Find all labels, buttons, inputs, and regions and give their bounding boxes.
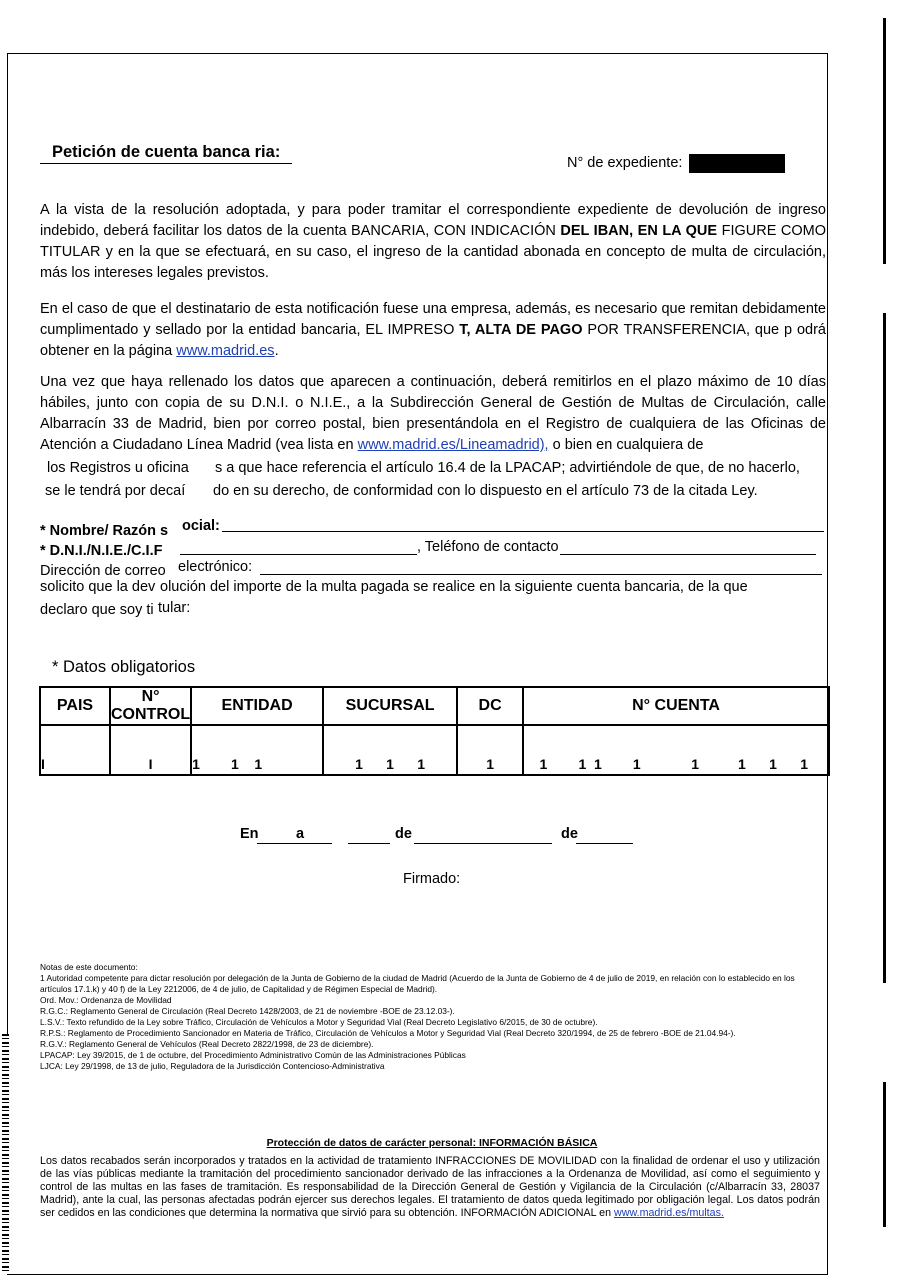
sign-de1: de bbox=[395, 826, 412, 842]
table-header-row bbox=[40, 687, 829, 725]
note-line: LPACAP: Ley 39/2015, de 1 de octubre, del Procedimiento Administrativo Común de las Administraciones Públicas bbox=[40, 1050, 466, 1060]
paragraph-1 bbox=[40, 200, 826, 284]
paragraph-2 bbox=[40, 299, 826, 362]
dni-label: * D.N.I./N.I.E./C.I.F bbox=[40, 543, 163, 559]
data-protection-body: Los datos recabados serán incorporados y tratados en la actividad de tratamiento INFRACCIONES DE MOVILIDAD con la finalidad de ordenar el uso y utilización de las vías públicas mediante la tramitación del procedimiento sancionador derivado de las infracciones a la Ordenanza de Movilidad, así como el seguimiento y control de las multas en las fases de tramitación. Es responsabilidad de la Dirección General de Gestión y Vigilancia de la Circulación (c/Albarracín 33, 28037 Madrid), ante la cual, las personas afectadas podrán ejercer sus derechos legales. El tratamiento de datos queda legitimado por obligación legal. Los datos podrán ser cedidos en las condiciones que determina la normativa que sirvió para su obtención. INFORMACIÓN ADICIONAL en bbox=[40, 1155, 820, 1219]
header-entidad: ENTIDAD bbox=[191, 687, 323, 725]
note-line: R.G.C.: Reglamento General de Circulación (Real Decreto 1428/2003, de 21 de noviembre -BOE de 23.12.03-). bbox=[40, 1006, 455, 1016]
p1-text: A la vista de la resolución adoptada, y para poder tramitar el correspondiente expediente de devolución de ingreso indebido, deberá facilitar los datos de la cuenta BANCARIA, CON INDICACIÓN bbox=[40, 202, 826, 239]
page-title: Petición de cuenta banca ria: bbox=[52, 143, 281, 161]
cell-sucursal[interactable]: 1 1 1 bbox=[323, 725, 457, 775]
note-line: Ord. Mov.: Ordenanza de Movilidad bbox=[40, 995, 172, 1005]
bank-account-table bbox=[39, 686, 830, 776]
note-line: 1 Autoridad competente para dictar resolución por delegación de la Junta de Gobierno de la ciudad de Madrid (Acuerdo de la Junta de Gobierno de 4 de julio de 2019, en relación con lo establecido en los artículos 17.1.k) y 40 f) de la Ley 2212006, de 4 de julio, de Capitalidad y de Régimen Especial de Madrid). bbox=[40, 973, 795, 994]
p1-bold: DEL IBAN, EN LA QUE bbox=[560, 223, 718, 239]
p3-text: Una vez que haya rellenado los datos que aparecen a continuación, deberá remitirlos en el plazo máximo de 10 días hábiles, junto con copia de su D.N.I. o N.I.E., a la Subdirección General de Gestión de Multas de Circulación, calle Albarracín 33 de Madrid, bien por correo postal, bien presentándola en el Registro de cualquiera de las Oficinas de Atención a Ciudadano Línea Madrid (vea lista en bbox=[40, 374, 826, 453]
dni-field[interactable] bbox=[180, 554, 417, 555]
p2-text-end: . bbox=[274, 343, 279, 359]
solicito-text-a: solicito que la dev bbox=[40, 579, 156, 595]
sign-en: En bbox=[240, 826, 259, 842]
sign-a: a bbox=[296, 826, 305, 842]
note-line: L.S.V.: Texto refundido de la Ley sobre Tráfico, Circulación de Vehículos a Motor y Seguridad Vial (Real Decreto Legislativo 6/2015, de 30 de octubre). bbox=[40, 1017, 598, 1027]
nombre-label: * Nombre/ Razón s bbox=[40, 523, 169, 539]
data-protection-title: Protección de datos de carácter personal: INFORMACIÓN BÁSICA bbox=[266, 1137, 598, 1149]
p3-line4a: los Registros u oficina bbox=[47, 460, 189, 476]
p2-text: En el caso de que el destinatario de esta notificación fuese una empresa, además, es necesario que remitan debidamente cumplimentado y sellado por la entidad bancaria, EL IMPRESO bbox=[40, 301, 826, 338]
table-value-row bbox=[40, 725, 829, 775]
header-dc: DC bbox=[457, 687, 523, 725]
note-line: LJCA: Ley 29/1998, de 13 de julio, Reguladora de la Jurisdicción Contencioso-Administrativa bbox=[40, 1061, 385, 1071]
declaro-text-a: declaro que soy ti bbox=[40, 602, 154, 618]
cell-cuenta[interactable]: 1 1 1 1 1 1 1 1 bbox=[523, 725, 829, 775]
note-line: R.P.S.: Reglamento de Procedimiento Sancionador en Materia de Tráfico, Circulación de Vehículos a Motor y Seguridad Vial (Real Decreto 320/1994, de 25 de febrero -BOE de 21.04.94-). bbox=[40, 1028, 736, 1038]
firmado-label: Firmado: bbox=[403, 871, 461, 887]
header-control: N° CONTROL bbox=[111, 688, 191, 723]
header-pais: PAIS bbox=[40, 687, 110, 725]
sign-day-field[interactable] bbox=[348, 843, 390, 844]
cell-dc[interactable]: 1 bbox=[457, 725, 523, 775]
paragraph-3 bbox=[40, 372, 826, 456]
header-cuenta: N° CUENTA bbox=[523, 687, 829, 725]
email-label: Dirección de correo bbox=[40, 563, 166, 579]
sign-place-field[interactable] bbox=[257, 843, 332, 844]
nombre-field[interactable] bbox=[222, 531, 824, 532]
p3-text-end: o bien en cualquiera de bbox=[548, 437, 704, 453]
cell-pais[interactable]: I bbox=[40, 725, 110, 775]
note-line: Notas de este documento: bbox=[40, 962, 138, 972]
note-line: R.G.V.: Reglamento General de Vehículos (Real Decreto 2822/1998, de 23 de diciembre). bbox=[40, 1039, 374, 1049]
telefono-label: , Teléfono de contacto bbox=[417, 539, 559, 555]
sign-month-field[interactable] bbox=[414, 843, 552, 844]
document-notes bbox=[40, 962, 820, 1072]
email-label-cont: electrónico: bbox=[178, 559, 253, 575]
nombre-label-cont: ocial: bbox=[182, 518, 220, 534]
page-edge-mark bbox=[883, 313, 886, 983]
p2-bold: T, ALTA DE PAGO bbox=[459, 322, 583, 338]
madrid-link[interactable]: www.madrid.es bbox=[176, 343, 275, 359]
header-sucursal: SUCURSAL bbox=[323, 687, 457, 725]
data-protection-text bbox=[40, 1155, 820, 1220]
email-field[interactable] bbox=[260, 574, 822, 575]
p2-text-mid: POR TRANSFERENCIA, que p odrá obtener en la página bbox=[40, 322, 826, 359]
side-barcode bbox=[2, 1034, 9, 1274]
lineamadrid-link[interactable]: www.madrid.es/Lineamadrid), bbox=[357, 437, 549, 453]
multas-link[interactable]: www.madrid.es/multas. bbox=[614, 1207, 724, 1219]
page-edge-mark bbox=[883, 18, 886, 264]
sign-year-field[interactable] bbox=[576, 843, 633, 844]
solicito-text-b: olución del importe de la multa pagada se realice en la siguiente cuenta bancaria, de la que bbox=[160, 579, 748, 595]
telefono-field[interactable] bbox=[560, 554, 816, 555]
p3-line5b: do en su derecho, de conformidad con lo dispuesto en el artículo 73 de la citada Ley. bbox=[213, 483, 758, 499]
p3-line5a: se le tendrá por decaí bbox=[45, 483, 186, 499]
page-edge-mark bbox=[883, 1082, 886, 1227]
p3-line4b: s a que hace referencia el artículo 16.4 de la LPACAP; advirtiéndole de que, de no hacerlo, bbox=[215, 460, 800, 476]
sign-de2: de bbox=[561, 826, 578, 842]
expediente-label: N° de expediente: bbox=[567, 155, 683, 171]
p1-text-end: FIGURE COMO TITULAR y en la que se efectuará, en su caso, el ingreso de la cantidad abonada en concepto de multa de circulación, más los intereses legales previstos. bbox=[40, 223, 826, 281]
expediente-redacted bbox=[689, 154, 785, 173]
title-underline bbox=[40, 163, 292, 164]
obligatorios-note: * Datos obligatorios bbox=[52, 658, 196, 676]
cell-control[interactable]: I bbox=[110, 725, 191, 775]
declaro-text-b: tular: bbox=[158, 600, 191, 616]
cell-entidad[interactable]: 1 1 1 bbox=[191, 725, 323, 775]
